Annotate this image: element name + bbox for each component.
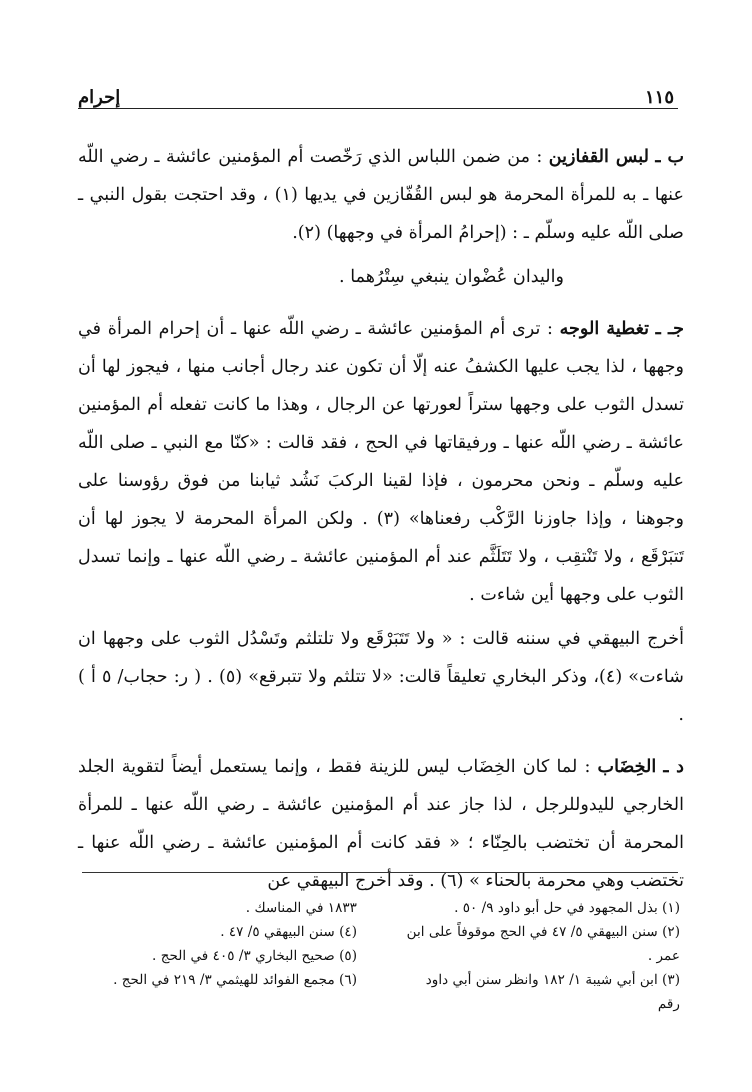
section-d-text-1: : لما كان الخِضَاب ليس للزينة فقط ، وإنما يستعمل أيضاً لتقوية الجلد الخارجي لليدوللرجل ، لذا جاز عند أم المؤمنين عائشة ـ رضي اللّه عنها ـ للمرأة المحرمة أن تختضب بالحِنّاء ؛ « فقد كانت أم المؤمنين عائشة ـ رضي اللّه عنها ـ تختضب وهي محرمة بالحناء » (٦) . وقد أخرج البيهقي عن (78, 757, 684, 891)
footnotes-left-column (82, 896, 381, 1016)
footnote-2: (٢) سنن البيهقي ٥/ ٤٧ في الحج موقوفاً على ابن عمر . (406, 924, 680, 964)
section-j-term: تغطية الوجه (559, 318, 649, 339)
section-j-para-2 (78, 620, 684, 734)
section-j-text-1: : ترى أم المؤمنين عائشة ـ رضي اللّه عنها ـ أن إحرام المرأة في وجهها ، لذا يجب عليها الكشفُ عنه إلّا أن تكون عند رجال أجانب منها ، فيجوز لها أن تسدل الثوب على وجهها ستراً لعورتها عن الرجال ، وهذا ما كانت تفعله أم المؤمنين عائشة ـ رضي اللّه عنها ـ ورفيقاتها في الحج ، فقد قالت : «كنّا مع النبي ـ صلى اللّه عليه وسلّم ـ ونحن محرمون ، فإذا لقينا الركبَ نَشُد ثيابنا من فوق رؤوسنا على وجوهنا ، وإذا جاوزنا الرَّكْب رفعناها» (٣) . ولكن المرأة المحرمة لا يجوز لها أن تَتبَرْقَع ، ولا تَنْتقِب ، ولا تَتَلَثَّم عند أم المؤمنين عائشة ـ رضي اللّه عنها ـ وإنما تسدل الثوب على وجهها أين شاءت . (78, 319, 684, 605)
section-b-marker: ب ـ (655, 146, 685, 167)
section-b-para-2 (78, 258, 684, 296)
section-b-term: لبس القفازين (548, 146, 649, 167)
section-d-para-1 (78, 748, 684, 900)
section-d-term: الخِضَاب (597, 756, 657, 777)
section-b-para-1 (78, 138, 684, 252)
section-d-marker: د ـ (663, 756, 685, 777)
footnote-3: (٣) ابن أبي شيبة ١/ ١٨٢ وانظر سنن أبي داود رقم (425, 972, 680, 1012)
page-header (78, 78, 678, 109)
footnotes (82, 896, 680, 1016)
footnote-3-continued: ١٨٣٣ في المناسك . (245, 900, 357, 916)
section-j-para-1 (78, 310, 684, 614)
section-j-text-2: أخرج البيهقي في سننه قالت : « ولا تَتَبَرْقَع ولا تلتلثم وتَسْدُل الثوب على وجهها ان شاءت» (٤)، وذكر البخاري تعليقاً قالت: «لا تتلثم ولا تتبرقع» (٥) . ( ر: حجاب/ ٥ أ ) . (78, 629, 685, 725)
section-b-text-1: : من ضمن اللباس الذي رَخّصت أم المؤمنين عائشة ـ رضي اللّه عنها ـ به للمرأة المحرمة هو لبس القُفّازين في يديها (١) ، وقد احتجت بقول النبي ـ صلى اللّه عليه وسلّم ـ : (إحرامُ المرأة في وجهها) (٢). (78, 147, 684, 243)
footnote-6: (٦) مجمع الفوائد للهيثمي ٣/ ٢١٩ في الحج . (113, 972, 357, 988)
running-title: إحرام (78, 87, 121, 108)
footnote-1: (١) بذل المجهود في حل أبو داود ٩/ ٥٠ . (454, 900, 680, 916)
section-b-text-2: واليدان عُضْوان ينبغي سِتْرُهما . (339, 267, 564, 287)
main-text (78, 138, 684, 906)
footnote-4: (٤) سنن البيهقي ٥/ ٤٧ . (220, 924, 357, 940)
footnote-5: (٥) صحيح البخاري ٣/ ٤٠٥ في الحج . (152, 948, 357, 964)
footnotes-right-column (381, 896, 680, 1016)
page-number: ١١٥ (644, 87, 674, 108)
section-j-marker: جـ ـ (655, 318, 684, 339)
footnote-separator (82, 872, 678, 873)
